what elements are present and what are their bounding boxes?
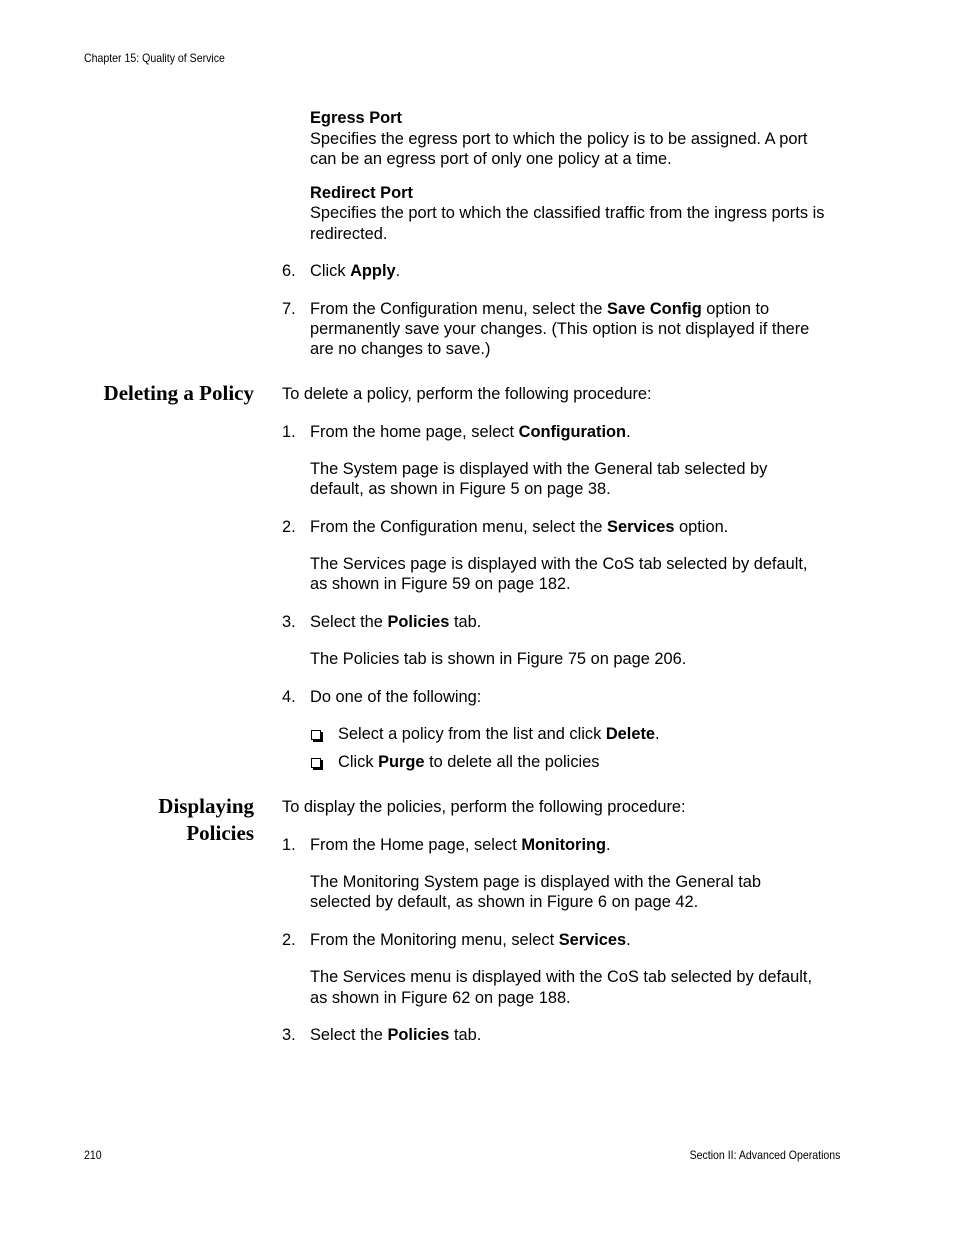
section-heading-displaying-2: Policies: [186, 821, 254, 845]
step-number: 7.: [282, 300, 296, 318]
step-number: 1.: [282, 423, 296, 441]
displaying-step-2: From the Monitoring menu, select Services.: [310, 931, 631, 949]
step-number: 3.: [282, 1026, 296, 1044]
step-number: 6.: [282, 262, 296, 280]
deleting-step-4: Do one of the following:: [310, 688, 482, 706]
step-number: 1.: [282, 836, 296, 854]
step-number: 3.: [282, 613, 296, 631]
checkbox-bullet-icon: [311, 730, 321, 740]
step-7-text: From the Configuration menu, select the Save Config option to: [310, 300, 770, 318]
egress-port-desc-1: Specifies the egress port to which the policy is to be assigned. A port: [310, 130, 808, 148]
deleting-step-3: Select the Policies tab.: [310, 613, 482, 631]
running-header: Chapter 15: Quality of Service: [84, 51, 225, 65]
deleting-intro: To delete a policy, perform the following procedure:: [282, 385, 652, 403]
displaying-step-2-note-1: The Services menu is displayed with the CoS tab selected by default,: [310, 968, 813, 986]
deleting-step-1: From the home page, select Configuration.: [310, 423, 631, 441]
step-7-text-2: permanently save your changes. (This option is not displayed if there: [310, 320, 810, 338]
displaying-intro: To display the policies, perform the following procedure:: [282, 798, 686, 816]
redirect-port-desc-2: redirected.: [310, 225, 388, 243]
section-heading-deleting: Deleting a Policy: [103, 381, 254, 405]
deleting-step-2-note-2: as shown in Figure 59 on page 182.: [310, 575, 571, 593]
redirect-port-desc-1: Specifies the port to which the classified traffic from the ingress ports is: [310, 204, 825, 222]
step-6-text: Click Apply.: [310, 262, 401, 280]
deleting-step-1-note-2: default, as shown in Figure 5 on page 38.: [310, 480, 611, 498]
displaying-step-1-note-1: The Monitoring System page is displayed with the General tab: [310, 873, 761, 891]
running-footer-section: Section II: Advanced Operations: [689, 1148, 840, 1162]
displaying-step-1-note-2: selected by default, as shown in Figure 6 on page 42.: [310, 893, 699, 911]
page-number: 210: [84, 1148, 102, 1162]
step-7-text-3: are no changes to save.): [310, 340, 491, 358]
redirect-port-title: Redirect Port: [310, 184, 413, 202]
deleting-step-2-note-1: The Services page is displayed with the CoS tab selected by default,: [310, 555, 808, 573]
egress-port-desc-2: can be an egress port of only one policy at a time.: [310, 150, 672, 168]
deleting-option-1: Select a policy from the list and click Delete.: [338, 725, 660, 743]
egress-port-title: Egress Port: [310, 109, 403, 127]
deleting-step-3-note: The Policies tab is shown in Figure 75 on page 206.: [310, 650, 687, 668]
deleting-option-2: Click Purge to delete all the policies: [338, 753, 600, 771]
step-number: 4.: [282, 688, 296, 706]
deleting-step-2: From the Configuration menu, select the Services option.: [310, 518, 729, 536]
displaying-step-2-note-2: as shown in Figure 62 on page 188.: [310, 989, 571, 1007]
checkbox-bullet-icon: [311, 758, 321, 768]
step-number: 2.: [282, 931, 296, 949]
deleting-step-1-note-1: The System page is displayed with the General tab selected by: [310, 460, 768, 478]
displaying-step-3: Select the Policies tab.: [310, 1026, 482, 1044]
step-number: 2.: [282, 518, 296, 536]
displaying-step-1: From the Home page, select Monitoring.: [310, 836, 611, 854]
section-heading-displaying-1: Displaying: [158, 794, 254, 818]
